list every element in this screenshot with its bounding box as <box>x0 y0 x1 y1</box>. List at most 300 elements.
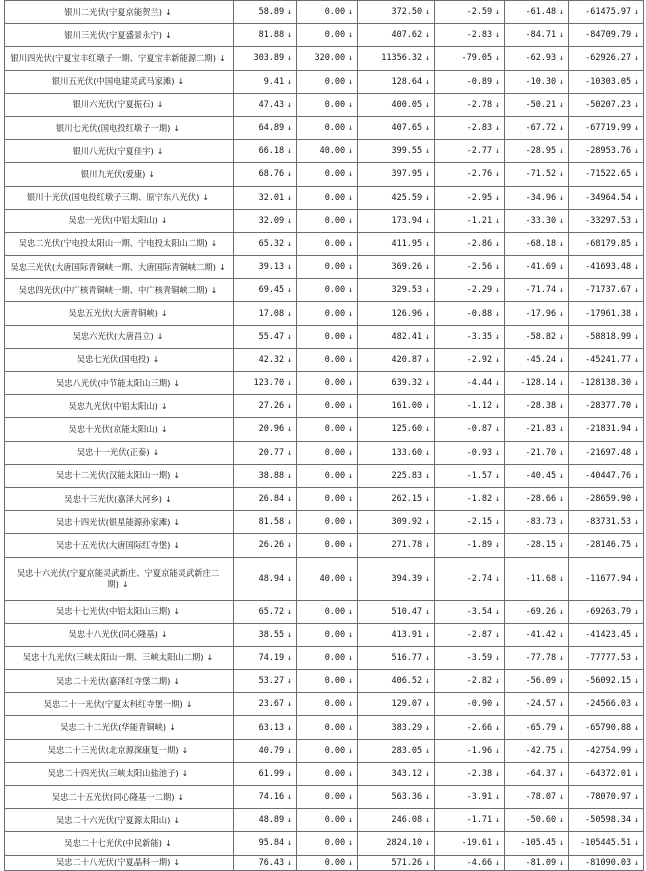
cell-text: 413.91 <box>391 629 423 640</box>
cell-text: 26.26 <box>258 540 285 551</box>
paragraph-mark: ↓ <box>348 215 353 225</box>
cell-text: -65.79 <box>525 722 557 733</box>
cell-text: -1.71 <box>466 815 493 826</box>
paragraph-mark: ↓ <box>173 517 181 527</box>
cell-text: -62926.27 <box>585 53 632 64</box>
cell-text: 0.00 <box>324 123 346 134</box>
value-cell-1 <box>234 646 297 669</box>
cell-text: -41693.48 <box>585 262 632 273</box>
value-cell-3 <box>358 395 435 418</box>
paragraph-mark: ↓ <box>634 76 639 86</box>
paragraph-mark: ↓ <box>634 745 639 755</box>
paragraph-mark: ↓ <box>634 494 639 504</box>
table-row <box>5 163 644 186</box>
value-cell-6 <box>569 600 644 623</box>
paragraph-mark: ↓ <box>425 331 430 341</box>
paragraph-mark: ↓ <box>425 76 430 86</box>
cell-text: 571.26 <box>391 857 423 868</box>
value-cell-6 <box>569 47 644 70</box>
value-cell-3 <box>358 348 435 371</box>
station-name-cell <box>5 93 234 116</box>
cell-text: -45241.77 <box>585 354 632 365</box>
cell-text: 0.00 <box>324 215 346 226</box>
cell-text: 126.96 <box>391 308 423 319</box>
table-row <box>5 441 644 464</box>
value-cell-2 <box>297 464 358 487</box>
table-row <box>5 670 644 693</box>
value-cell-2 <box>297 646 358 669</box>
value-cell-6 <box>569 670 644 693</box>
cell-text: -28.38 <box>525 401 557 412</box>
station-name-cell <box>5 464 234 487</box>
value-cell-1 <box>234 534 297 557</box>
cell-text: 吴忠十九光伏(三峡太阳山一期、三峡太阳山二期) <box>22 652 204 663</box>
value-cell-1 <box>234 855 297 870</box>
paragraph-mark: ↓ <box>559 192 564 202</box>
cell-text: 0.00 <box>324 629 346 640</box>
value-cell-1 <box>234 511 297 534</box>
paragraph-mark: ↓ <box>287 699 292 709</box>
value-cell-6 <box>569 1 644 24</box>
paragraph-mark: ↓ <box>425 838 430 848</box>
paragraph-mark: ↓ <box>425 494 430 504</box>
value-cell-3 <box>358 24 435 47</box>
cell-text: -78070.97 <box>585 792 632 803</box>
value-cell-5 <box>505 441 569 464</box>
table-row <box>5 646 644 669</box>
value-cell-2 <box>297 209 358 232</box>
station-name-cell <box>5 140 234 163</box>
paragraph-mark: ↓ <box>348 76 353 86</box>
paragraph-mark: ↓ <box>634 815 639 825</box>
cell-text: -33297.53 <box>585 215 632 226</box>
value-cell-5 <box>505 186 569 209</box>
value-cell-4 <box>435 855 505 870</box>
cell-text: 133.60 <box>391 447 423 458</box>
cell-text: -77777.53 <box>585 652 632 663</box>
value-cell-3 <box>358 623 435 646</box>
value-cell-2 <box>297 739 358 762</box>
value-cell-5 <box>505 1 569 24</box>
value-cell-3 <box>358 693 435 716</box>
paragraph-mark: ↓ <box>559 215 564 225</box>
value-cell-6 <box>569 279 644 302</box>
value-cell-3 <box>358 70 435 93</box>
paragraph-mark: ↓ <box>173 858 181 868</box>
cell-text: -84709.79 <box>585 30 632 41</box>
value-cell-3 <box>358 209 435 232</box>
cell-text: -21.70 <box>525 447 557 458</box>
station-name-cell <box>5 24 234 47</box>
value-cell-2 <box>297 348 358 371</box>
cell-text: 420.87 <box>391 354 423 365</box>
paragraph-mark: ↓ <box>495 606 500 616</box>
paragraph-mark: ↓ <box>348 447 353 457</box>
value-cell-1 <box>234 832 297 855</box>
value-cell-4 <box>435 511 505 534</box>
value-cell-3 <box>358 93 435 116</box>
paragraph-mark: ↓ <box>348 99 353 109</box>
value-cell-6 <box>569 302 644 325</box>
cell-text: 394.39 <box>391 573 423 584</box>
station-name-cell <box>5 232 234 255</box>
paragraph-mark: ↓ <box>559 540 564 550</box>
value-cell-1 <box>234 716 297 739</box>
value-cell-1 <box>234 302 297 325</box>
paragraph-mark: ↓ <box>425 378 430 388</box>
cell-text: 65.32 <box>258 238 285 249</box>
value-cell-5 <box>505 256 569 279</box>
paragraph-mark: ↓ <box>495 792 500 802</box>
paragraph-mark: ↓ <box>495 308 500 318</box>
value-cell-2 <box>297 534 358 557</box>
value-cell-5 <box>505 716 569 739</box>
paragraph-mark: ↓ <box>495 169 500 179</box>
paragraph-mark: ↓ <box>348 652 353 662</box>
paragraph-mark: ↓ <box>425 308 430 318</box>
value-cell-2 <box>297 372 358 395</box>
paragraph-mark: ↓ <box>425 123 430 133</box>
cell-text: 563.36 <box>391 792 423 803</box>
cell-text: 吴忠十八光伏(同心隆基) <box>68 629 158 640</box>
cell-text: -2.29 <box>466 285 493 296</box>
table-row <box>5 809 644 832</box>
value-cell-3 <box>358 670 435 693</box>
paragraph-mark: ↓ <box>495 53 500 63</box>
cell-text: -61475.97 <box>585 7 632 18</box>
cell-text: -4.66 <box>466 857 493 868</box>
cell-text: -28146.75 <box>585 540 632 551</box>
value-cell-4 <box>435 464 505 487</box>
value-cell-2 <box>297 623 358 646</box>
value-cell-2 <box>297 186 358 209</box>
value-cell-4 <box>435 646 505 669</box>
value-cell-5 <box>505 140 569 163</box>
table-row <box>5 395 644 418</box>
value-cell-2 <box>297 279 358 302</box>
station-name-cell <box>5 786 234 809</box>
value-cell-4 <box>435 372 505 395</box>
cell-text: -2.74 <box>466 573 493 584</box>
paragraph-mark: ↓ <box>425 7 430 17</box>
paragraph-mark: ↓ <box>495 838 500 848</box>
cell-text: 吴忠七光伏(国电投) <box>76 354 150 365</box>
cell-text: 407.62 <box>391 30 423 41</box>
paragraph-mark: ↓ <box>287 238 292 248</box>
paragraph-mark: ↓ <box>634 215 639 225</box>
cell-text: -2.15 <box>466 517 493 528</box>
paragraph-mark: ↓ <box>495 285 500 295</box>
paragraph-mark: ↓ <box>425 424 430 434</box>
paragraph-mark: ↓ <box>165 7 172 17</box>
paragraph-mark: ↓ <box>287 768 292 778</box>
paragraph-mark: ↓ <box>287 192 292 202</box>
cell-text: -50207.23 <box>585 99 632 110</box>
cell-text: 95.84 <box>258 838 285 849</box>
cell-text: 123.70 <box>253 378 285 389</box>
paragraph-mark: ↓ <box>634 629 639 639</box>
cell-text: 0.00 <box>324 331 346 342</box>
cell-text: -17961.38 <box>585 308 632 319</box>
paragraph-mark: ↓ <box>634 699 639 709</box>
cell-text: -0.87 <box>466 424 493 435</box>
cell-text: -1.21 <box>466 215 493 226</box>
table-row <box>5 232 644 255</box>
cell-text: -0.93 <box>466 447 493 458</box>
station-name-cell <box>5 47 234 70</box>
value-cell-3 <box>358 47 435 70</box>
table-row <box>5 623 644 646</box>
paragraph-mark: ↓ <box>425 262 430 272</box>
value-cell-1 <box>234 24 297 47</box>
value-cell-2 <box>297 600 358 623</box>
value-cell-1 <box>234 279 297 302</box>
value-cell-4 <box>435 762 505 785</box>
paragraph-mark: ↓ <box>348 308 353 318</box>
paragraph-mark: ↓ <box>165 838 172 848</box>
cell-text: -11.68 <box>525 573 557 584</box>
cell-text: -105445.51 <box>579 838 632 849</box>
paragraph-mark: ↓ <box>559 169 564 179</box>
cell-text: 吴忠十七光伏(中铝太阳山三期) <box>55 606 171 617</box>
paragraph-mark: ↓ <box>348 838 353 848</box>
value-cell-6 <box>569 163 644 186</box>
paragraph-mark: ↓ <box>173 471 181 481</box>
value-cell-4 <box>435 163 505 186</box>
cell-text: 27.26 <box>258 401 285 412</box>
cell-text: 0.00 <box>324 768 346 779</box>
value-cell-6 <box>569 24 644 47</box>
value-cell-1 <box>234 762 297 785</box>
value-cell-4 <box>435 809 505 832</box>
station-name-cell <box>5 441 234 464</box>
paragraph-mark: ↓ <box>165 494 172 504</box>
paragraph-mark: ↓ <box>218 53 226 63</box>
paragraph-mark: ↓ <box>425 238 430 248</box>
cell-text: -81.09 <box>525 857 557 868</box>
value-cell-1 <box>234 693 297 716</box>
paragraph-mark: ↓ <box>287 517 292 527</box>
value-cell-2 <box>297 163 358 186</box>
cell-text: 125.60 <box>391 424 423 435</box>
value-cell-3 <box>358 557 435 600</box>
cell-text: 0.00 <box>324 494 346 505</box>
table-row <box>5 600 644 623</box>
table-row <box>5 325 644 348</box>
value-cell-3 <box>358 418 435 441</box>
paragraph-mark: ↓ <box>495 815 500 825</box>
value-cell-4 <box>435 325 505 348</box>
cell-text: 400.05 <box>391 99 423 110</box>
paragraph-mark: ↓ <box>559 354 564 364</box>
station-name-cell <box>5 762 234 785</box>
value-cell-2 <box>297 511 358 534</box>
value-cell-2 <box>297 809 358 832</box>
value-cell-5 <box>505 646 569 669</box>
cell-text: -1.96 <box>466 745 493 756</box>
value-cell-1 <box>234 348 297 371</box>
value-cell-4 <box>435 418 505 441</box>
cell-text: 61.99 <box>258 768 285 779</box>
table-row <box>5 186 644 209</box>
cell-text: 399.55 <box>391 146 423 157</box>
value-cell-5 <box>505 302 569 325</box>
cell-text: 吴忠二十一光伏(宁夏太科红寺堡一期) <box>43 698 183 709</box>
station-name-cell <box>5 534 234 557</box>
station-name-cell <box>5 739 234 762</box>
paragraph-mark: ↓ <box>348 30 353 40</box>
paragraph-mark: ↓ <box>287 857 292 867</box>
cell-text: 2824.10 <box>386 838 423 849</box>
cell-text: 0.00 <box>324 470 346 481</box>
paragraph-mark: ↓ <box>218 262 226 272</box>
cell-text: -50598.34 <box>585 815 632 826</box>
paragraph-mark: ↓ <box>559 146 564 156</box>
paragraph-mark: ↓ <box>348 629 353 639</box>
value-cell-1 <box>234 809 297 832</box>
paragraph-mark: ↓ <box>121 579 129 589</box>
cell-text: -50.21 <box>525 99 557 110</box>
value-cell-4 <box>435 70 505 93</box>
station-name-cell <box>5 209 234 232</box>
paragraph-mark: ↓ <box>559 331 564 341</box>
cell-text: -128138.30 <box>579 378 632 389</box>
cell-text: 吴忠二十二光伏(华能青铜峡) <box>60 722 167 733</box>
paragraph-mark: ↓ <box>634 123 639 133</box>
paragraph-mark: ↓ <box>152 448 160 458</box>
paragraph-mark: ↓ <box>559 792 564 802</box>
cell-text: 81.88 <box>258 30 285 41</box>
paragraph-mark: ↓ <box>495 99 500 109</box>
value-cell-4 <box>435 232 505 255</box>
cell-text: 银川四光伏(宁夏宝丰红墩子一期、宁夏宝丰新能源二期) <box>10 52 216 63</box>
value-cell-5 <box>505 487 569 510</box>
value-cell-1 <box>234 140 297 163</box>
paragraph-mark: ↓ <box>634 606 639 616</box>
paragraph-mark: ↓ <box>559 470 564 480</box>
cell-text: 吴忠二光伏(宁电投太阳山一期、宁电投太阳山二期) <box>18 238 208 249</box>
cell-text: 0.00 <box>324 285 346 296</box>
value-cell-3 <box>358 786 435 809</box>
cell-text: -2.82 <box>466 676 493 687</box>
value-cell-3 <box>358 809 435 832</box>
paragraph-mark: ↓ <box>287 815 292 825</box>
value-cell-4 <box>435 24 505 47</box>
paragraph-mark: ↓ <box>634 401 639 411</box>
station-name-cell <box>5 395 234 418</box>
cell-text: 吴忠二十五光伏(同心隆基一二期) <box>51 791 175 802</box>
paragraph-mark: ↓ <box>160 630 168 640</box>
paragraph-mark: ↓ <box>559 262 564 272</box>
cell-text: 425.59 <box>391 192 423 203</box>
cell-text: -58.82 <box>525 331 557 342</box>
paragraph-mark: ↓ <box>287 76 292 86</box>
paragraph-mark: ↓ <box>348 424 353 434</box>
cell-text: -2.78 <box>466 99 493 110</box>
value-cell-4 <box>435 279 505 302</box>
table-row <box>5 209 644 232</box>
cell-text: 0.00 <box>324 76 346 87</box>
cell-text: 吴忠二十八光伏(宁夏晶科一期) <box>55 857 171 868</box>
cell-text: 11356.32 <box>381 53 423 64</box>
paragraph-mark: ↓ <box>634 768 639 778</box>
cell-text: -71.52 <box>525 169 557 180</box>
paragraph-mark: ↓ <box>634 652 639 662</box>
table-row <box>5 487 644 510</box>
paragraph-mark: ↓ <box>348 494 353 504</box>
value-cell-5 <box>505 693 569 716</box>
cell-text: -2.87 <box>466 629 493 640</box>
value-cell-4 <box>435 302 505 325</box>
cell-text: 40.00 <box>319 146 346 157</box>
value-cell-6 <box>569 93 644 116</box>
paragraph-mark: ↓ <box>425 169 430 179</box>
paragraph-mark: ↓ <box>634 857 639 867</box>
value-cell-6 <box>569 739 644 762</box>
cell-text: -78.07 <box>525 792 557 803</box>
value-cell-6 <box>569 534 644 557</box>
value-cell-4 <box>435 670 505 693</box>
paragraph-mark: ↓ <box>348 238 353 248</box>
value-cell-6 <box>569 464 644 487</box>
paragraph-mark: ↓ <box>348 146 353 156</box>
value-cell-3 <box>358 739 435 762</box>
paragraph-mark: ↓ <box>348 354 353 364</box>
cell-text: -24566.03 <box>585 699 632 710</box>
cell-text: -79.05 <box>461 53 493 64</box>
value-cell-5 <box>505 557 569 600</box>
cell-text: 397.95 <box>391 169 423 180</box>
cell-text: 510.47 <box>391 606 423 617</box>
paragraph-mark: ↓ <box>287 53 292 63</box>
paragraph-mark: ↓ <box>634 285 639 295</box>
paragraph-mark: ↓ <box>348 378 353 388</box>
paragraph-mark: ↓ <box>348 262 353 272</box>
paragraph-mark: ↓ <box>160 216 168 226</box>
value-cell-2 <box>297 832 358 855</box>
value-cell-3 <box>358 600 435 623</box>
cell-text: -3.59 <box>466 652 493 663</box>
cell-text: 20.96 <box>258 424 285 435</box>
value-cell-3 <box>358 116 435 139</box>
paragraph-mark: ↓ <box>425 676 430 686</box>
value-cell-5 <box>505 348 569 371</box>
value-cell-5 <box>505 232 569 255</box>
value-cell-2 <box>297 1 358 24</box>
paragraph-mark: ↓ <box>559 517 564 527</box>
cell-text: 81.58 <box>258 517 285 528</box>
paragraph-mark: ↓ <box>559 573 564 583</box>
cell-text: 吴忠十四光伏(银星能源孙家滩) <box>55 516 171 527</box>
value-cell-6 <box>569 511 644 534</box>
cell-text: 吴忠一光伏(中铝太阳山) <box>68 215 158 226</box>
paragraph-mark: ↓ <box>348 768 353 778</box>
value-cell-3 <box>358 464 435 487</box>
cell-text: -0.89 <box>466 76 493 87</box>
value-cell-4 <box>435 140 505 163</box>
cell-text: 银川三光伏(宁夏盛景永宁) <box>64 29 163 40</box>
table-row <box>5 511 644 534</box>
paragraph-mark: ↓ <box>425 53 430 63</box>
paragraph-mark: ↓ <box>495 424 500 434</box>
value-cell-6 <box>569 832 644 855</box>
value-cell-4 <box>435 1 505 24</box>
paragraph-mark: ↓ <box>634 53 639 63</box>
paragraph-mark: ↓ <box>425 99 430 109</box>
station-name-cell <box>5 693 234 716</box>
cell-text: 20.77 <box>258 447 285 458</box>
paragraph-mark: ↓ <box>348 857 353 867</box>
